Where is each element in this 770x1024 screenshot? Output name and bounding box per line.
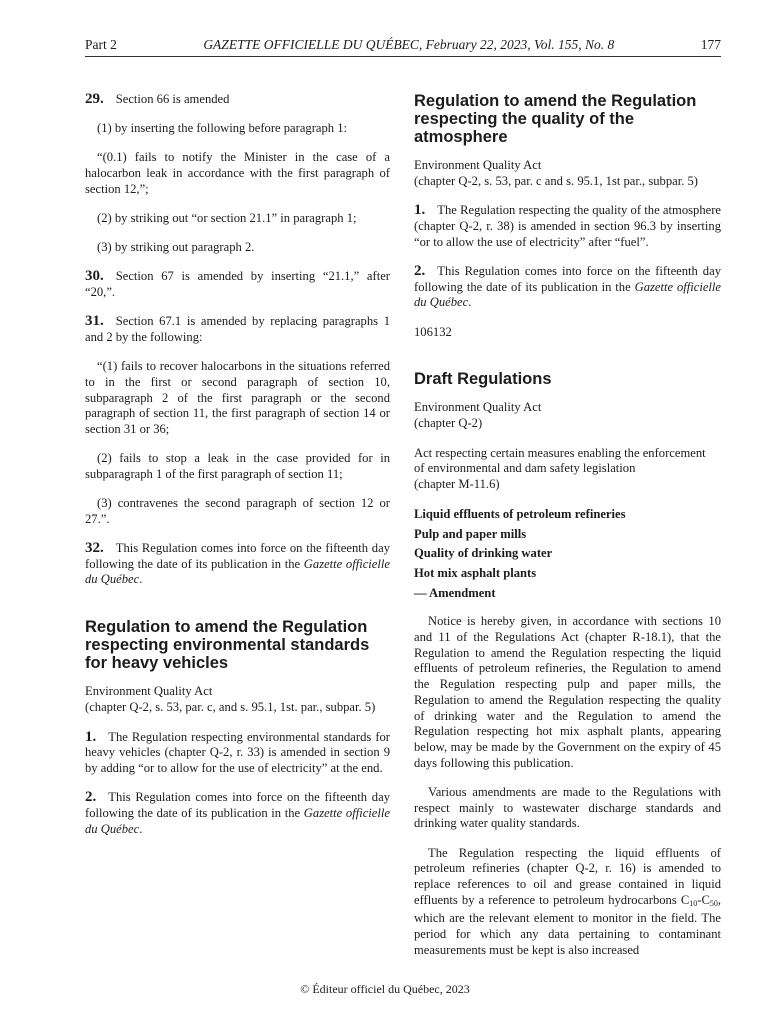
right-column <box>414 92 721 972</box>
draft-act-2: Act respecting certain measures enabling the enforcement of environmental and dam safety legislation (chapter M-11.6) <box>414 445 706 492</box>
draft-item: Pulp and paper mills <box>414 526 527 541</box>
page-header <box>85 37 721 57</box>
section-29-para-1: (1) by inserting the following before paragraph 1: <box>97 121 348 136</box>
section-31-para-3: (3) contravenes the second paragraph of section 12 or 27.”. <box>85 496 390 526</box>
section-32: 32. This Regulation comes into force on the fifteenth day following the date of its publication in the Gazette officielle du Québec. <box>85 540 390 587</box>
atmosphere-act: Environment Quality Act (chapter Q-2, s. 53, par. c and s. 95.1, 1st par., subpar. 5) <box>414 158 698 188</box>
draft-item: Liquid effluents of petroleum refineries <box>414 506 626 521</box>
left-column <box>85 92 390 851</box>
draft-item: Hot mix asphalt plants <box>414 565 537 580</box>
draft-item-list <box>414 507 721 602</box>
section-31: 31. Section 67.1 is amended by replacing paragraphs 1 and 2 by the following: <box>85 313 390 345</box>
header-rule <box>85 56 721 57</box>
section-30: 30. Section 67 is amended by inserting “21.1,” after “20,”. <box>85 268 390 300</box>
heavy-section-1: 1. The Regulation respecting environmental standards for heavy vehicles (chapter Q-2, r. 33) is amended in section 9 by adding “or to allow for the use of electricity” at the end. <box>85 728 390 775</box>
section-31-para-2: (2) fails to stop a leak in the case provided for in subparagraph 1 of the first paragraph of section 11; <box>85 451 390 481</box>
atmosphere-section-1: 1. The Regulation respecting the quality of the atmosphere (chapter Q-2, r. 38) is amended in section 96.3 by inserting “or to allow the use of electricity” after “fuel”. <box>414 202 721 249</box>
draft-item: — Amendment <box>414 585 496 600</box>
heavy-section-2: 2. This Regulation comes into force on the fifteenth day following the date of its publication in the Gazette officielle du Québec. <box>85 789 390 836</box>
heavy-vehicles-act: Environment Quality Act (chapter Q-2, s. 53, par. c, and s. 95.1, 1st. par., subpar. 5) <box>85 684 376 714</box>
section-31-para-1: “(1) fails to recover halocarbons in the situations referred to in the first or second paragraph of section 10, subparagraph 2 of the first paragraph or the second paragraph of section 11, the first paragraph of section 14 or section 31 or 36; <box>85 359 390 437</box>
heavy-vehicles-heading: Regulation to amend the Regulation respecting environmental standards for heavy vehicles <box>85 618 370 673</box>
atmosphere-section-2: 2. This Regulation comes into force on the fifteenth day following the date of its publication in the Gazette officielle du Québec. <box>414 263 721 310</box>
liquid-effluents-paragraph: The Regulation respecting the liquid effluents of petroleum refineries (chapter Q-2, r. 16) is amended to replace references to oil and grease contained in liquid effluents by a reference to petroleum hydrocarbons $C_{10}-C_{50}$, which are the relevant element to monitor in the field. The period for which any data pertaining to contaminant measurements must be kept is also increased <box>414 845 721 957</box>
reference-number: 106132 <box>414 324 452 339</box>
atmosphere-heading: Regulation to amend the Regulation respecting the quality of the atmosphere <box>414 92 697 146</box>
part-label: Part 2 <box>85 37 117 52</box>
draft-regulations-heading: Draft Regulations <box>414 370 552 389</box>
section-29-para-4: (3) by striking out paragraph 2. <box>97 240 255 255</box>
notice-paragraph: Notice is hereby given, in accordance with sections 10 and 11 of the Regulations Act (chapter R-18.1), that the Regulation to amend the Regulation respecting the liquid effluents of petroleum refineries, the Regulation to amend the Regulation respecting pulp and paper mills, the Regulation to amend the Regulation respecting the quality of drinking water and the Regulation to amend the Regulation respecting hot mix asphalt plants, appearing below, may be made by the Government on the expiry of 45 days following this publication. <box>414 614 721 770</box>
draft-act: Environment Quality Act (chapter Q-2) <box>414 400 542 431</box>
various-paragraph: Various amendments are made to the Regulations with respect mainly to wastewater discharge standards and drinking water quality standards. <box>414 784 721 831</box>
page-number: 177 <box>700 37 721 52</box>
section-29-para-3: (2) by striking out “or section 21.1” in paragraph 1; <box>97 211 357 226</box>
section-29-para-2: “(0.1) fails to notify the Minister in the case of a halocarbon leak in accordance with the first paragraph of section 12,”; <box>85 150 390 196</box>
gazette-title: GAZETTE OFFICIELLE DU QUÉBEC, February 22, 2023, Vol. 155, No. 8 <box>203 37 615 52</box>
copyright-footer: © Éditeur officiel du Québec, 2023 <box>300 982 470 996</box>
draft-item: Quality of drinking water <box>414 546 553 561</box>
section-29: 29. Section 66 is amended <box>85 91 230 107</box>
